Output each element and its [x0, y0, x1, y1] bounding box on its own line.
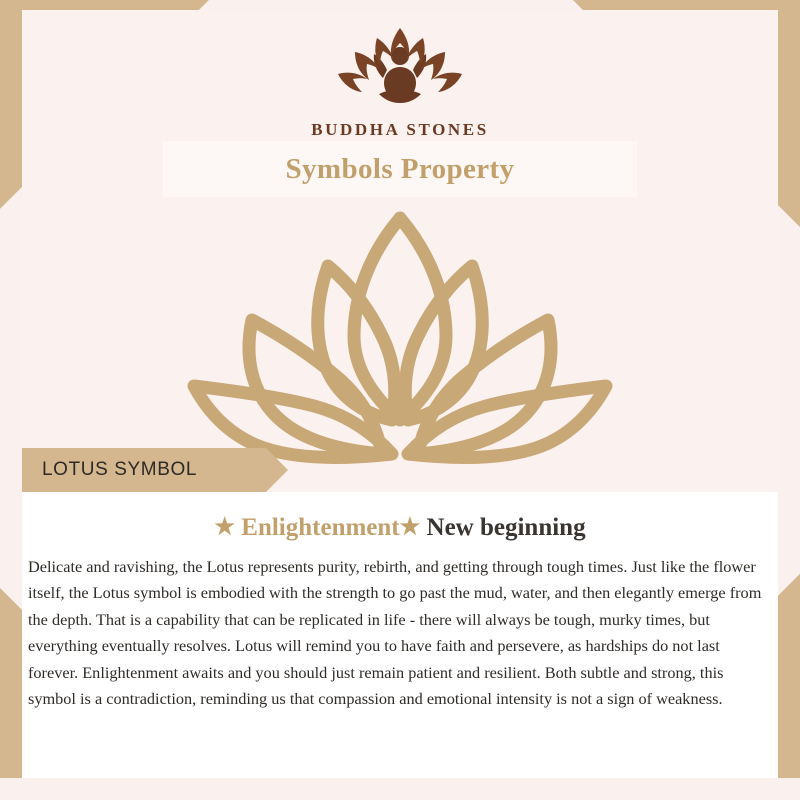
star-icon-left: ★	[214, 514, 236, 539]
bottom-strip	[0, 778, 800, 800]
lotus-illustration	[178, 200, 622, 490]
lotus-symbol-ribbon	[22, 448, 266, 492]
ribbon-label: LOTUS SYMBOL	[42, 459, 198, 480]
star-icon-right: ★	[399, 514, 421, 539]
brand-name: BUDDHA STONES	[311, 120, 489, 139]
content-paragraph: Delicate and ravishing, the Lotus represents purity, rebirth, and getting through tough times. Just like the flower itself, the Lotus symbol is embodied with the strength to go past the mud, water, and then elegantly emerge from the depth. That is a capability that can be replicated in life - there will always be tough, murky times, but everything eventually resolves. Lotus will remind you to have faith and persevere, as hardships do not last forever. Enlightenment awaits and you should just remain patient and resilient. Both subtle and strong, this symbol is a contradiction, reminding us that compassion and emotional intensity is not a sign of weakness.	[28, 557, 762, 708]
description-panel	[22, 492, 778, 778]
page-title-bar	[163, 141, 637, 197]
page-title: Symbols Property	[285, 152, 515, 185]
lotus-flower-icon	[178, 200, 622, 490]
headline-part-1: Enlightenment	[241, 514, 400, 541]
content-headline	[22, 492, 778, 546]
brand-logo-block	[0, 22, 800, 140]
lotus-meditation-figure-icon	[305, 22, 495, 118]
headline-part-2: New beginning	[426, 514, 586, 541]
